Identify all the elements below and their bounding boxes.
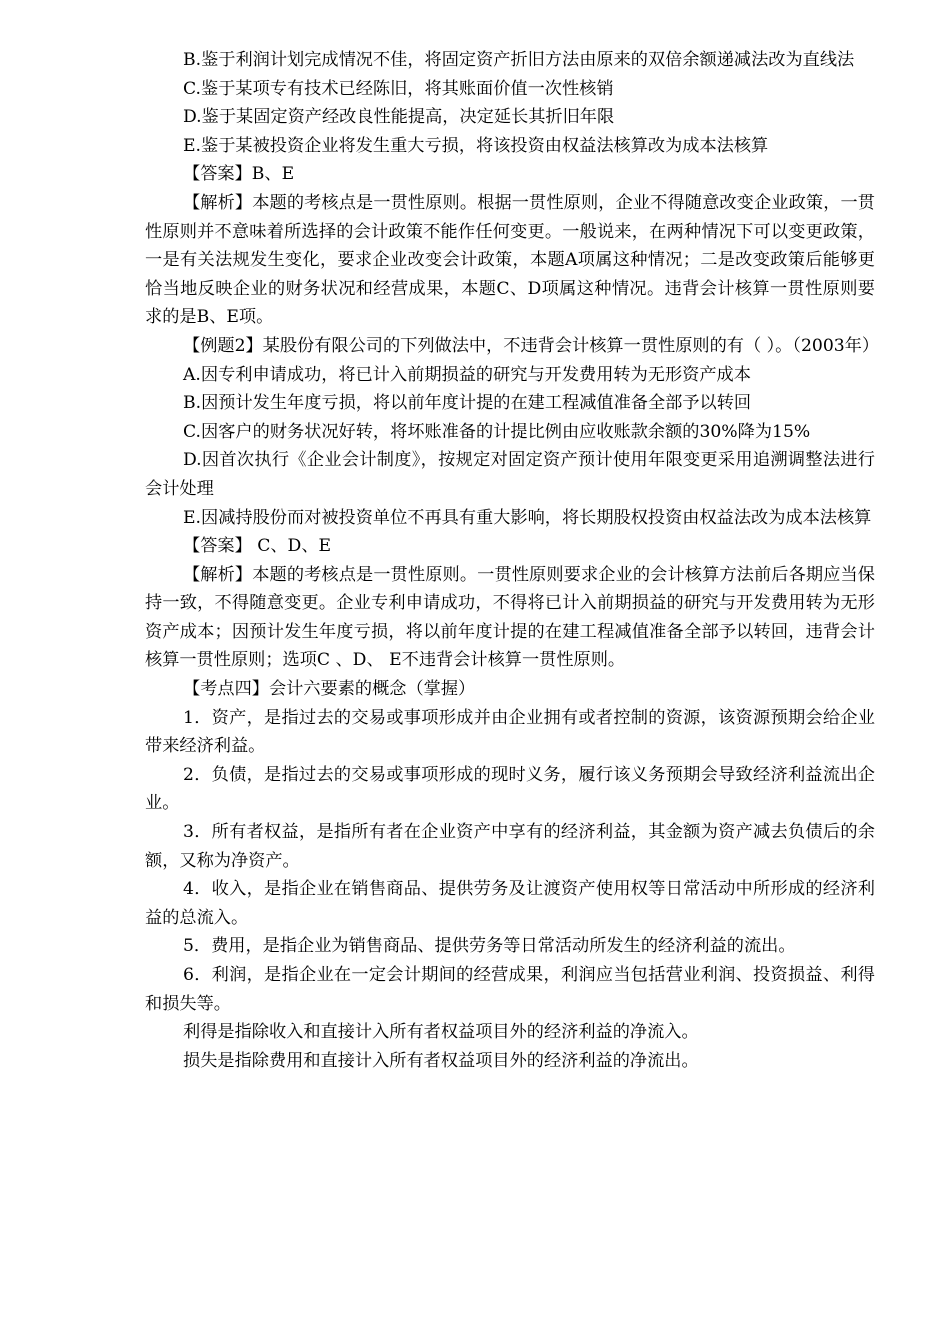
section-heading-point-4: 【考点四】会计六要素的概念（掌握）: [183, 679, 476, 700]
element-assets: 1．资产，是指过去的交易或事项形成并由企业拥有或者控制的资源，该资源预期会给企业带来经济利益。: [145, 707, 875, 757]
element-expenses: 5．费用，是指企业为销售商品、提供劳务等日常活动所发生的经济利益的流出。: [183, 936, 796, 957]
option-d-text: D.鉴于某固定资产经改良性能提高，决定延长其折旧年限: [183, 107, 615, 128]
answer-2: 【答案】 C、D、E: [183, 536, 332, 557]
option-b-text: B.鉴于利润计划完成情况不佳，将固定资产折旧方法由原来的双倍余额递减法改为直线法: [183, 50, 855, 70]
gains-definition: 利得是指除收入和直接计入所有者权益项目外的经济利益的净流入。: [183, 1022, 699, 1043]
analysis-2: 【解析】本题的考核点是一贯性原则。一贯性原则要求企业的会计核算方法前后各期应当保持一致，不得随意变更。企业专利申请成功，不得将已计入前期损益的研究与开发费用转为无形资产成本；因预计发生年度亏损，将以前年度计提的在建工程减值准备全部予以转回，违背会计核算一贯性原则；选项C 、D、 E不违背会计核算一贯性原则。: [145, 564, 875, 671]
losses-definition: 损失是指除费用和直接计入所有者权益项目外的经济利益的净流出。: [183, 1050, 699, 1071]
example-2-option-b: B.因预计发生年度亏损，将以前年度计提的在建工程减值准备全部予以转回: [183, 393, 752, 414]
option-c-text: C.鉴于某项专有技术已经陈旧，将其账面价值一次性核销: [183, 78, 614, 99]
example-2-option-e: E.因减持股份而对被投资单位不再具有重大影响，将长期股权投资由权益法改为成本法核算: [183, 507, 872, 528]
analysis-1: 【解析】本题的考核点是一贯性原则。根据一贯性原则，企业不得随意改变企业政策，一贯性原则并不意味着所选择的会计政策不能作任何变更。一般说来，在两种情况下可以变更政策，一是有关法规发生变化，要求企业改变会计政策，本题A项属这种情况；二是改变政策后能够更恰当地反映企业的财务状况和经营成果，本题C、D项属这种情况。违背会计核算一贯性原则要求的是B、E项。: [145, 192, 875, 328]
element-liabilities: 2．负债，是指过去的交易或事项形成的现时义务，履行该义务预期会导致经济利益流出企业。: [145, 764, 875, 814]
element-equity: 3．所有者权益，是指所有者在企业资产中享有的经济利益，其金额为资产减去负债后的余额，又称为净资产。: [145, 822, 875, 871]
answer-1: 【答案】B、E: [183, 164, 295, 185]
example-2-option-a: A.因专利申请成功，将已计入前期损益的研究与开发费用转为无形资产成本: [183, 364, 751, 385]
example-2-question: 【例题2】某股份有限公司的下列做法中，不违背会计核算一贯性原则的有（ ）。（2003年）: [183, 335, 880, 356]
element-profit: 6．利润，是指企业在一定会计期间的经营成果，利润应当包括营业利润、投资损益、利得和损失等。: [145, 965, 875, 1014]
example-2-option-d: D.因首次执行《企业会计制度》，按规定对固定资产预计使用年限变更采用追溯调整法进行会计处理: [145, 450, 875, 499]
example-2-option-c: C.因客户的财务状况好转，将坏账准备的计提比例由应收账款余额的30%降为15%: [183, 421, 811, 442]
document-body: [145, 46, 880, 1075]
option-e-text: E.鉴于某被投资企业将发生重大亏损，将该投资由权益法核算改为成本法核算: [183, 135, 769, 156]
element-revenue: 4．收入，是指企业在销售商品、提供劳务及让渡资产使用权等日常活动中所形成的经济利益的总流入。: [145, 879, 875, 928]
